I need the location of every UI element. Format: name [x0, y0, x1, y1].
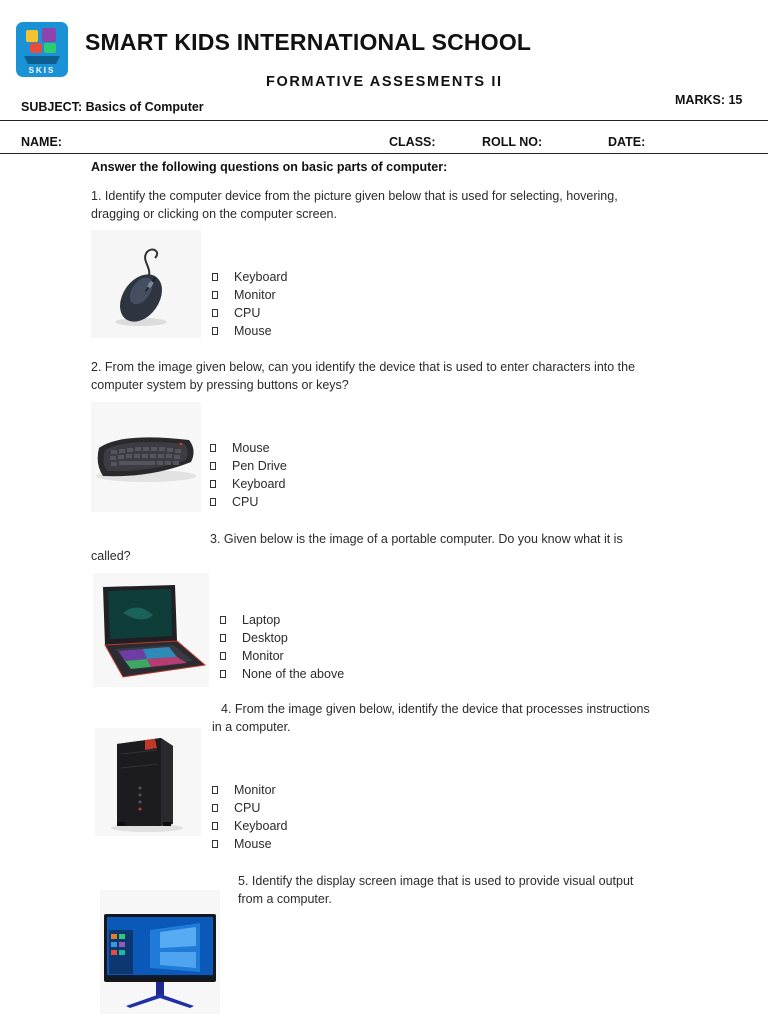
option-label: Mouse — [232, 441, 270, 455]
option-label: Laptop — [242, 613, 281, 627]
option-q2-mouse[interactable] — [210, 439, 287, 457]
checkbox[interactable] — [212, 309, 218, 317]
option-label: None of the above — [242, 667, 345, 681]
checkbox[interactable] — [212, 327, 218, 335]
checkbox[interactable] — [212, 291, 218, 299]
question-4-options — [212, 781, 288, 853]
checkbox[interactable] — [212, 822, 218, 830]
option-q1-mouse[interactable] — [212, 322, 288, 340]
checkbox[interactable] — [220, 616, 226, 624]
fields-divider — [0, 153, 768, 154]
subject-label: SUBJECT: Basics of Computer — [21, 100, 204, 114]
monitor-image — [100, 890, 220, 1014]
option-label: Mouse — [234, 324, 272, 338]
option-label: CPU — [234, 801, 261, 815]
checkbox[interactable] — [212, 273, 218, 281]
question-1-line-1: 1. Identify the computer device from the picture given below that is used for selecting, hovering, — [91, 189, 618, 203]
option-q4-cpu[interactable] — [212, 799, 288, 817]
laptop-image — [93, 573, 209, 687]
option-q1-cpu[interactable] — [212, 304, 288, 322]
marks-label: MARKS: 15 — [675, 93, 743, 107]
question-4 — [212, 700, 650, 736]
option-q3-monitor[interactable] — [220, 647, 344, 665]
school-name: SMART KIDS INTERNATIONAL SCHOOL — [85, 29, 532, 55]
checkbox[interactable] — [220, 634, 226, 642]
question-4-line-1: 4. From the image given below, identify the device that processes instructions — [221, 702, 650, 716]
question-5-line-2: from a computer. — [238, 892, 332, 906]
checkbox[interactable] — [210, 444, 216, 452]
question-2-line-2: computer system by pressing buttons or keys? — [91, 378, 349, 392]
option-q4-mouse[interactable] — [212, 835, 288, 853]
option-q2-keyboard[interactable] — [210, 475, 287, 493]
option-label: Desktop — [242, 631, 288, 645]
question-1-line-2: dragging or clicking on the computer screen. — [91, 207, 337, 221]
question-2 — [91, 358, 691, 394]
question-4-line-2: in a computer. — [212, 720, 291, 734]
option-label: Keyboard — [234, 270, 288, 284]
option-label: Monitor — [234, 783, 276, 797]
option-q2-cpu[interactable] — [210, 493, 287, 511]
option-label: Monitor — [242, 649, 284, 663]
option-q3-laptop[interactable] — [220, 611, 344, 629]
question-2-options — [210, 439, 287, 511]
name-field: NAME: — [21, 135, 62, 149]
checkbox[interactable] — [220, 670, 226, 678]
option-label: CPU — [232, 495, 259, 509]
instructions: Answer the following questions on basic parts of computer: — [91, 160, 448, 174]
class-field: CLASS: — [389, 135, 436, 149]
option-label: Keyboard — [234, 819, 288, 833]
question-3-line-1: 3. Given below is the image of a portable computer. Do you know what it is — [210, 532, 623, 546]
logo-text: SKIS — [28, 66, 56, 75]
keyboard-image — [91, 402, 201, 512]
top-divider — [0, 120, 768, 121]
option-q4-monitor[interactable] — [212, 781, 288, 799]
checkbox[interactable] — [212, 840, 218, 848]
mouse-image — [91, 230, 201, 338]
option-q4-keyboard[interactable] — [212, 817, 288, 835]
checkbox[interactable] — [220, 652, 226, 660]
question-3-line-2: called? — [91, 549, 131, 563]
option-q1-monitor[interactable] — [212, 286, 288, 304]
date-field: DATE: — [608, 135, 646, 149]
option-q3-none[interactable] — [220, 665, 344, 683]
option-label: Pen Drive — [232, 459, 287, 473]
option-label: Keyboard — [232, 477, 286, 491]
option-q1-keyboard[interactable] — [212, 268, 288, 286]
assessment-title: FORMATIVE ASSESMENTS II — [266, 74, 503, 90]
option-label: Monitor — [234, 288, 276, 302]
checkbox[interactable] — [210, 498, 216, 506]
question-5-line-1: 5. Identify the display screen image that is used to provide visual output — [238, 874, 634, 888]
option-q3-desktop[interactable] — [220, 629, 344, 647]
question-2-line-1: 2. From the image given below, can you identify the device that is used to enter characters into the — [91, 360, 636, 374]
option-label: Mouse — [234, 837, 272, 851]
school-logo — [16, 22, 68, 77]
checkbox[interactable] — [210, 480, 216, 488]
option-q2-pen-drive[interactable] — [210, 457, 287, 475]
option-label: CPU — [234, 306, 261, 320]
question-1 — [91, 187, 691, 223]
checkbox[interactable] — [212, 804, 218, 812]
checkbox[interactable] — [210, 462, 216, 470]
roll-no-field: ROLL NO: — [482, 135, 543, 149]
question-3-options — [220, 611, 344, 683]
question-1-options — [212, 268, 288, 340]
cpu-tower-image — [95, 728, 201, 836]
checkbox[interactable] — [212, 786, 218, 794]
question-5 — [238, 872, 633, 908]
